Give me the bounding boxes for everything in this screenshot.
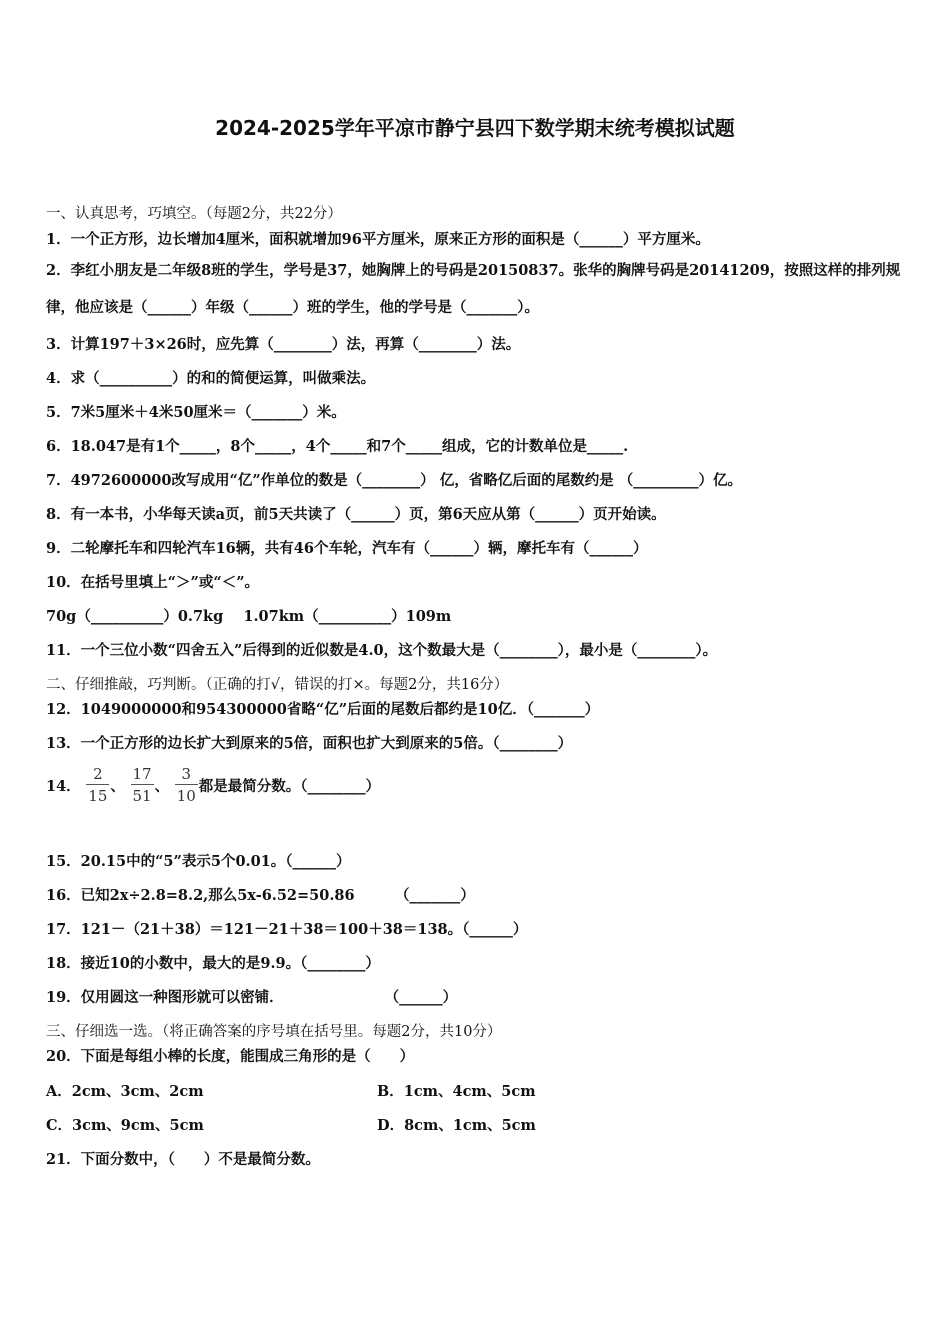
question-14-prefix: 14． <box>46 778 81 795</box>
question-14-suffix: 都是最简分数。（________） <box>198 778 381 795</box>
question-8: 8．有一本书，小华每天读a页，前5天共读了（______）页，第6天应从第（______）页开始读。 <box>46 506 666 523</box>
question-10-comparisons: 70g（__________）0.7kg 1.07km（__________）109m <box>46 608 452 625</box>
question-14 <box>46 764 380 816</box>
question-18: 18．接近10的小数中，最大的是9.9。（________） <box>46 955 380 972</box>
question-7: 7．4972600000改写成用“亿”作单位的数是（________） 亿，省略亿后面的尾数约是 （_________）亿。 <box>46 472 743 489</box>
question-12: 12．1049000000和954300000省略“亿”后面的尾数后都约是10亿．（_______） <box>46 701 600 718</box>
question-2: 2．李红小朋友是二年级8班的学生，学号是37，她胸牌上的号码是20150837。张华的胸牌号码是20141209，按照这样的排列规律，他应该是（______）年级（______）班的学生，他的学号是（_______）。 <box>46 262 901 316</box>
question-13: 13．一个正方形的边长扩大到原来的5倍，面积也扩大到原来的5倍。（________） <box>46 735 573 752</box>
question-5: 5．7米5厘米＋4米50厘米＝（_______）米。 <box>46 404 346 421</box>
fraction-1-denominator: 15 <box>88 787 108 805</box>
question-9: 9．二轮摩托车和四轮汽车16辆，共有46个车轮，汽车有（______）辆，摩托车有（______） <box>46 540 648 557</box>
option-a: A．2cm、3cm、2cm <box>46 1083 204 1100</box>
separator: 、 <box>154 778 170 795</box>
option-b: B．1cm、4cm、5cm <box>377 1083 536 1100</box>
question-15: 15．20.15中的“5”表示5个0.01。（______） <box>46 853 351 870</box>
question-10: 10．在括号里填上“＞”或“＜”。 <box>46 574 260 591</box>
question-4: 4．求（__________）的和的简便运算，叫做乘法。 <box>46 370 376 387</box>
page-title: 2024-2025学年平凉市静宁县四下数学期末统考模拟试题 <box>215 116 735 140</box>
fraction-3-denominator: 10 <box>176 787 196 805</box>
option-c: C．3cm、9cm、5cm <box>46 1117 204 1134</box>
fraction-2-denominator: 51 <box>132 787 152 805</box>
section-2-heading: 二、仔细推敲，巧判断。（正确的打√，错误的打×。每题2分，共16分） <box>46 677 509 693</box>
option-d: D．8cm、1cm、5cm <box>377 1117 536 1134</box>
question-16: 16．已知2x÷2.8=8.2,那么5x-6.52=50.86 （_______） <box>46 887 475 904</box>
fraction-1 <box>86 764 109 807</box>
question-19: 19．仅用圆这一种图形就可以密铺． （______） <box>46 989 458 1006</box>
question-17: 17．121－（21＋38）＝121－21＋38＝100＋38＝138。（______） <box>46 921 528 938</box>
question-1: 1．一个正方形，边长增加4厘米，面积就增加96平方厘米，原来正方形的面积是（______）平方厘米。 <box>46 231 710 248</box>
fraction-3 <box>175 764 198 807</box>
fraction-3-numerator: 3 <box>175 764 198 785</box>
separator: 、 <box>110 778 125 795</box>
question-21: 21．下面分数中，（ ）不是最简分数。 <box>46 1151 320 1168</box>
question-11: 11．一个三位小数“四舍五入”后得到的近似数是4.0，这个数最大是（________），最小是（________）。 <box>46 642 718 659</box>
question-6: 6．18.047是有1个_____，8个_____，4个_____和7个_____组成，它的计数单位是_____. <box>46 438 629 455</box>
fraction-2 <box>131 764 154 807</box>
fraction-1-numerator: 2 <box>86 764 109 785</box>
section-3-heading: 三、仔细选一选。（将正确答案的序号填在括号里。每题2分，共10分） <box>46 1024 502 1040</box>
question-3: 3．计算197＋3×26时，应先算（________）法，再算（________）法。 <box>46 336 521 353</box>
section-1-heading: 一、认真思考，巧填空。（每题2分，共22分） <box>46 206 342 222</box>
fraction-2-numerator: 17 <box>132 765 152 783</box>
question-20: 20．下面是每组小棒的长度，能围成三角形的是（ ） <box>46 1048 415 1065</box>
